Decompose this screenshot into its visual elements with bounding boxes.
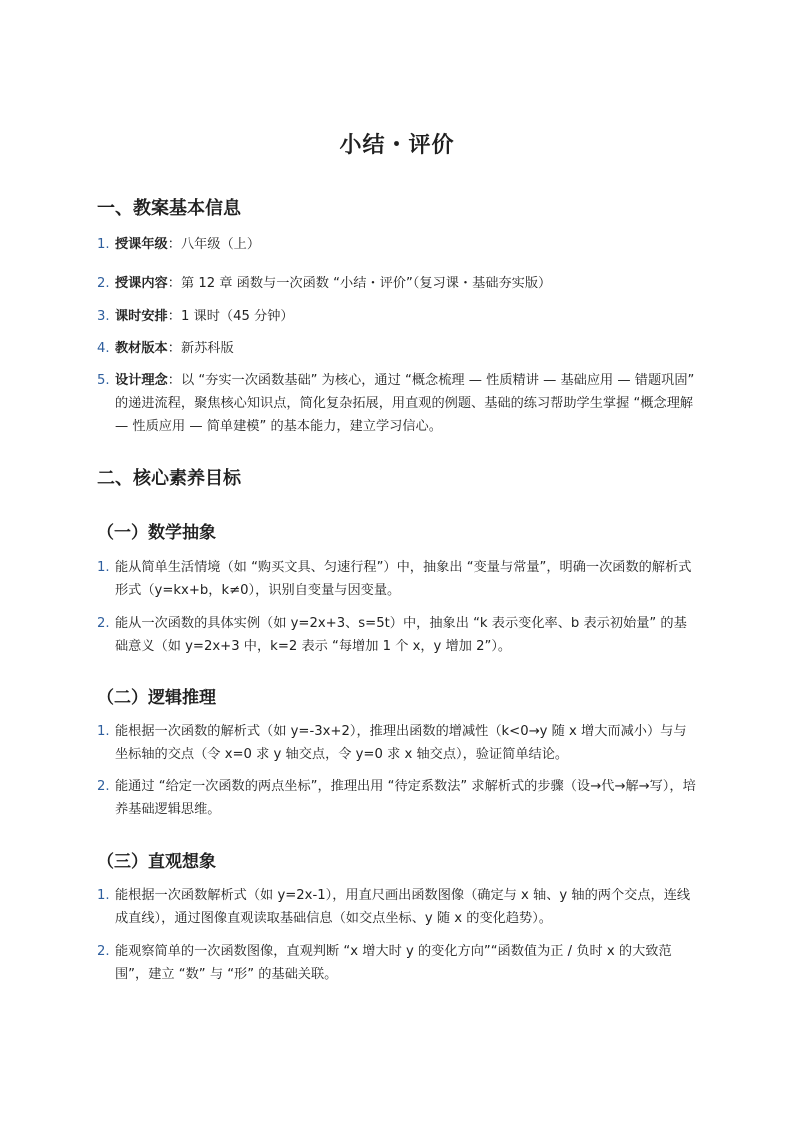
list-item	[97, 775, 697, 821]
item-text: 1 课时（45 分钟）	[180, 309, 294, 324]
item-text: 新苏科版	[180, 341, 234, 356]
item-text: 第 12 章 函数与一次函数 “小结・评价”（复习课・基础夯实版）	[180, 276, 552, 291]
item-separator: ：	[167, 237, 181, 252]
item-text: 以 “夯实一次函数基础” 为核心，通过 “概念梳理 — 性质精讲 — 基础应用 — 错题巩固” 的递进流程，聚焦核心知识点，简化复杂拓展，用直观的例题、基础的练习帮助学生掌握 “概念理解 — 性质应用 — 简单建模” 的基本能力，建立学习信心。	[115, 373, 695, 434]
item-label: 授课内容	[115, 276, 168, 291]
item-text: 能从一次函数的具体实例（如 y=2x+3、s=5t）中，抽象出 “k 表示变化率、b 表示初始量” 的基础意义（如 y=2x+3 中，k=2 表示 “每增加 1 个 x，y 增加 2”）。	[115, 616, 687, 654]
list-item	[97, 272, 697, 295]
list-item	[97, 884, 697, 930]
item-text: 能从简单生活情境（如 “购买文具、匀速行程”）中，抽象出 “变量与常量”，明确一次函数的解析式形式（y=kx+b，k≠0），识别自变量与因变量。	[115, 560, 692, 598]
list-number: 1.	[97, 888, 110, 903]
item-label: 设计理念	[115, 373, 168, 388]
page-title: 小结・评价	[339, 133, 455, 158]
item-separator: ：	[167, 373, 181, 388]
item-separator: ：	[167, 341, 181, 356]
item-text: 能根据一次函数解析式（如 y=2x-1），用直尺画出函数图像（确定与 x 轴、y 轴的两个交点，连线成直线），通过图像直观读取基础信息（如交点坐标、y 随 x 的变化趋势）。	[115, 888, 691, 926]
subsection-heading-reasoning: （二）逻辑推理	[97, 688, 216, 708]
list-number: 1.	[97, 237, 110, 252]
item-text: 能通过 “给定一次函数的两点坐标”，推理出用 “待定系数法” 求解析式的步骤（设→代→解→写），培养基础逻辑思维。	[115, 779, 696, 817]
item-label: 授课年级	[115, 237, 168, 252]
list-item	[97, 369, 697, 438]
subsection-heading-abstraction: （一）数学抽象	[97, 523, 216, 543]
list-item	[97, 940, 697, 986]
item-text: 八年级（上）	[180, 237, 261, 252]
item-label: 教材版本	[115, 341, 168, 356]
item-separator: ：	[167, 309, 181, 324]
subsection-heading-intuition: （三）直观想象	[97, 852, 216, 872]
item-separator: ：	[167, 276, 181, 291]
list-item	[97, 612, 697, 658]
item-label: 课时安排	[115, 309, 168, 324]
list-item	[97, 337, 697, 360]
list-item	[97, 720, 697, 766]
item-text: 能观察简单的一次函数图像，直观判断 “x 增大时 y 的变化方向”“函数值为正 / 负时 x 的大致范围”，建立 “数” 与 “形” 的基础关联。	[115, 944, 672, 982]
list-number: 1.	[97, 560, 110, 575]
list-number: 5.	[97, 373, 110, 388]
list-number: 1.	[97, 724, 110, 739]
list-item	[97, 233, 697, 256]
list-number: 3.	[97, 309, 110, 324]
list-item	[97, 305, 697, 328]
list-item	[97, 556, 697, 602]
list-number: 2.	[97, 616, 110, 631]
item-text: 能根据一次函数的解析式（如 y=-3x+2），推理出函数的增减性（k<0→y 随 x 增大而减小）与与坐标轴的交点（令 x=0 求 y 轴交点，令 y=0 求 x 轴交点），验证简单结论。	[115, 724, 687, 762]
section-heading-basic-info: 一、教案基本信息	[97, 198, 241, 219]
section-heading-core-goals: 二、核心素养目标	[97, 468, 241, 489]
list-number: 2.	[97, 779, 110, 794]
list-number: 4.	[97, 341, 110, 356]
list-number: 2.	[97, 944, 110, 959]
list-number: 2.	[97, 276, 110, 291]
